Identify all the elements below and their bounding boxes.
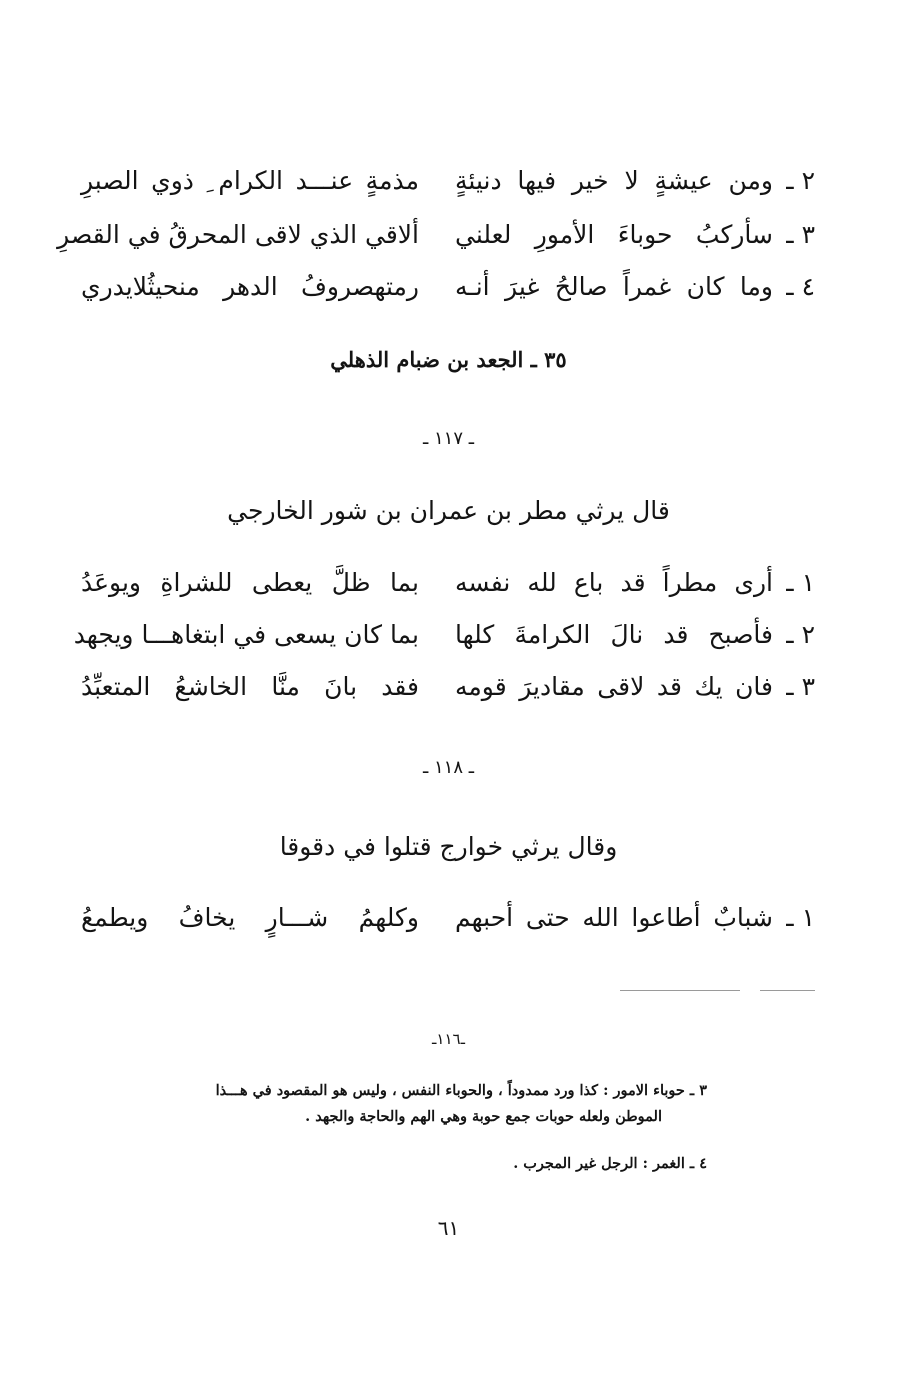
separator-rule [760, 990, 815, 991]
verse-number: ١ ـ [786, 568, 815, 597]
poet-heading: ٣٥ ـ الجعد بن ضبام الذهلي [330, 347, 567, 372]
verse-line [80, 158, 815, 204]
verse-line [80, 264, 815, 310]
footnote-reference: ـ١١٦ـ [432, 1030, 465, 1048]
verse-number: ٤ ـ [786, 272, 815, 301]
second-hemistich: بما ظلَّ يعطى للشراةِ ويوعَدُ [81, 568, 419, 597]
page-number: ٦١ [437, 1216, 460, 1240]
verse-line [80, 895, 815, 941]
second-hemistich: رمتهصروفُ الدهر منحيثُلايدري [81, 272, 419, 301]
verse-line [80, 664, 815, 710]
second-hemistich: وكلهمُ شـــارٍ يخافُ ويطمعُ [81, 903, 419, 932]
verse-line [73, 612, 815, 658]
second-hemistich: بما كان يسعى في ابتغاهـــا ويجهد [73, 620, 419, 649]
first-hemistich: ومن عيشةٍ لا خير فيها دنيئةٍ [455, 166, 773, 195]
footnote-line: ٤ ـ الغمر : الرجل غير المجرب . [513, 1155, 707, 1172]
footnote-line: ٣ ـ حوباء الامور : كذا ورد ممدوداً ، والحوباء النفس ، وليس هو المقصود في هـــذا [215, 1082, 707, 1099]
first-hemistich: شبابٌ أطاعوا الله حتى أحبهم [455, 903, 773, 932]
second-hemistich: فقد بانَ منَّا الخاشعُ المتعبِّدُ [81, 672, 419, 701]
verse-number: ١ ـ [786, 903, 815, 932]
second-hemistich: مذمةٍ عنـــد الكرام ِ ذوي الصبرِ [81, 166, 419, 195]
first-hemistich: أرى مطراً قد باع لله نفسه [455, 568, 773, 597]
verse-number: ٢ ـ [786, 166, 815, 195]
verse-line [57, 212, 815, 258]
poem-intro: وقال يرثي خوارج قتلوا في دقوقا [279, 832, 618, 861]
first-hemistich: وما كان غمراً صالحُ غيرَ أنـه [455, 272, 773, 301]
verse-line [80, 560, 815, 606]
first-hemistich: فأصبح قد نالَ الكرامةَ كلها [455, 620, 773, 649]
poem-intro: قال يرثي مطر بن عمران بن شور الخارجي [227, 496, 670, 525]
poem-number: ـ ١١٨ ـ [422, 757, 474, 778]
footnote-line: الموطن ولعله حوبات جمع حوبة وهي الهم والحاجة والجهد . [305, 1108, 662, 1125]
separator-rule [620, 990, 740, 991]
poem-number: ـ ١١٧ ـ [422, 428, 474, 449]
verse-number: ٢ ـ [786, 620, 815, 649]
first-hemistich: سأركبُ حوباءَ الأمورِ لعلني [455, 220, 773, 249]
verse-number: ٣ ـ [786, 672, 815, 701]
verse-number: ٣ ـ [786, 220, 815, 249]
first-hemistich: فان يك قد لاقى مقاديرَ قومه [455, 672, 773, 701]
second-hemistich: ألاقي الذي لاقى المحرقُ في القصرِ [57, 220, 419, 249]
